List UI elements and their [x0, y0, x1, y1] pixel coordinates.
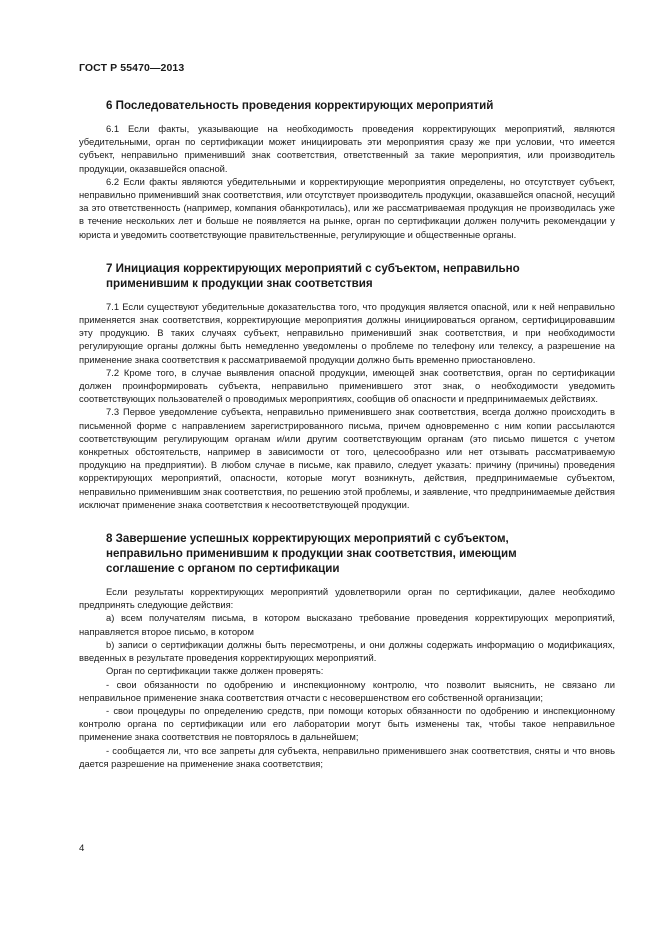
section-7-heading-line-1: 7 Инициация корректирующих мероприятий с субъектом, неправильно: [106, 261, 520, 275]
section-8-heading: [79, 531, 615, 576]
section-8-heading-line-1: 8 Завершение успешных корректирующих мероприятий с субъектом,: [106, 532, 509, 546]
section-8-paragraph-check: Орган по сертификации также должен проверять:: [106, 665, 324, 677]
section-8-item-b: b) записи о сертификации должны быть пересмотрены, и они должны содержать информацию о модификациях, введенных в результате проведения корректирующих мероприятий.: [79, 638, 615, 664]
section-8-paragraph-1: Если результаты корректирующих мероприятий удовлетворили орган по сертификации, далее необходимо предпринять следующие действия:: [79, 586, 615, 611]
document-header: ГОСТ Р 55470—2013: [79, 62, 185, 74]
section-8-dash-item-2: - свои процедуры по определению средств, при помощи которых обязанности по одобрению и инспекционному контролю органа по сертификации или его лаборатории могут быть изменены так, чтобы такое неправильное применение знака соответствия не повторялось в дальнейшем;: [79, 704, 615, 743]
section-7-paragraph-1: 7.1 Если существуют убедительные доказательства того, что продукция является опасной, или к ней неправильно применяется знак соответствия, корректирующие мероприятия должны инициироваться органом, сертифицировавшим эту продукцию. В таких случаях субъект, неправильно применивший знак соответствия, и при необходимости регулирующие органы должны быть немедленно уведомлены о проблеме по телефону или телексу, а разрешение на применение знака соответствия к рассматриваемой продукции должно быть временно приостановлено.: [79, 300, 615, 365]
section-7-paragraph-2: 7.2 Кроме того, в случае выявления опасной продукции, имеющей знак соответствия, орган по сертификации должен проинформировать субъекта, неправильно применившего этот знак, о необходимости уведомить соответствующих пользователей о проводимых мероприятиях, сообщив об опасности и предпринимаемых действиях.: [79, 366, 615, 405]
section-6-heading: 6 Последовательность проведения корректирующих мероприятий: [106, 99, 494, 112]
document-body: [79, 92, 615, 770]
section-7-heading: [79, 261, 615, 291]
page-number: 4: [79, 843, 85, 854]
section-8-heading-line-3: соглашение с органом по сертификации: [106, 562, 340, 576]
section-6-paragraph-2: 6.2 Если факты являются убедительными и корректирующие мероприятия определены, но отсутствует субъект, неправильно применивший знак соответствия, или отсутствует производитель продукции, оказавшейся опасной, несущий за это ответственность (например, компания обанкротилась), или же рассматриваемая продукция не производилась уже в течение нескольких лет и больше не появляется на рынке, орган по сертификации должен получить рекомендации у юриста и уведомить соответствующие правительственные, регулирующие и общественные органы.: [79, 175, 615, 240]
section-6-paragraph-1: 6.1 Если факты, указывающие на необходимость проведения корректирующих мероприятий, являются убедительными, орган по сертификации может инициировать эти мероприятия сразу же при условии, что имеется субъект, неправильно применивший знак соответствия, ответственный за такие мероприятия, или производитель продукции, оказавшейся опасной.: [79, 123, 615, 174]
section-8-heading-line-2: неправильно применившим к продукции знак соответствия, имеющим: [106, 547, 517, 561]
section-8-item-a: a) всем получателям письма, в котором высказано требование проведения корректирующих мероприятий, направляется второе письмо, в котором: [79, 612, 615, 637]
section-8-dash-item-3: - сообщается ли, что все запреты для субъекта, неправильно применившего знак соответствия, сняты и что вновь дается разрешение на применение знака соответствия;: [79, 744, 615, 769]
section-8-dash-item-1: - свои обязанности по одобрению и инспекционному контролю, что позволит выяснить, не связано ли неправильное применение знака соответствия отчасти с несовершенством его собственной организации;: [79, 678, 615, 703]
section-7-heading-line-2: применившим к продукции знак соответствия: [106, 276, 373, 290]
section-7-paragraph-3: 7.3 Первое уведомление субъекта, неправильно применившего знак соответствия, всегда должно происходить в письменной форме с направлением зарегистрированного письма, причем одновременно с ним копии рассылаются соответствующим регулирующим органам и/или другим соответствующим органам (это письмо пишется с учетом конкретных обстоятельств, например в зависимости от того, целесообразно или нет отзывать рассматриваемую продукцию на предприятии). В любом случае в письме, как правило, следует указать: причину (причины) проведения корректирующих мероприятий, опасности, которые могут возникнуть, действия, предпринимаемые субъектом, неправильно применившим знак соответствия, по решению этой проблемы, и заявление, что предпринимаемые действия исключат применение знака соответствия к несоответствующей продукции.: [79, 406, 615, 510]
